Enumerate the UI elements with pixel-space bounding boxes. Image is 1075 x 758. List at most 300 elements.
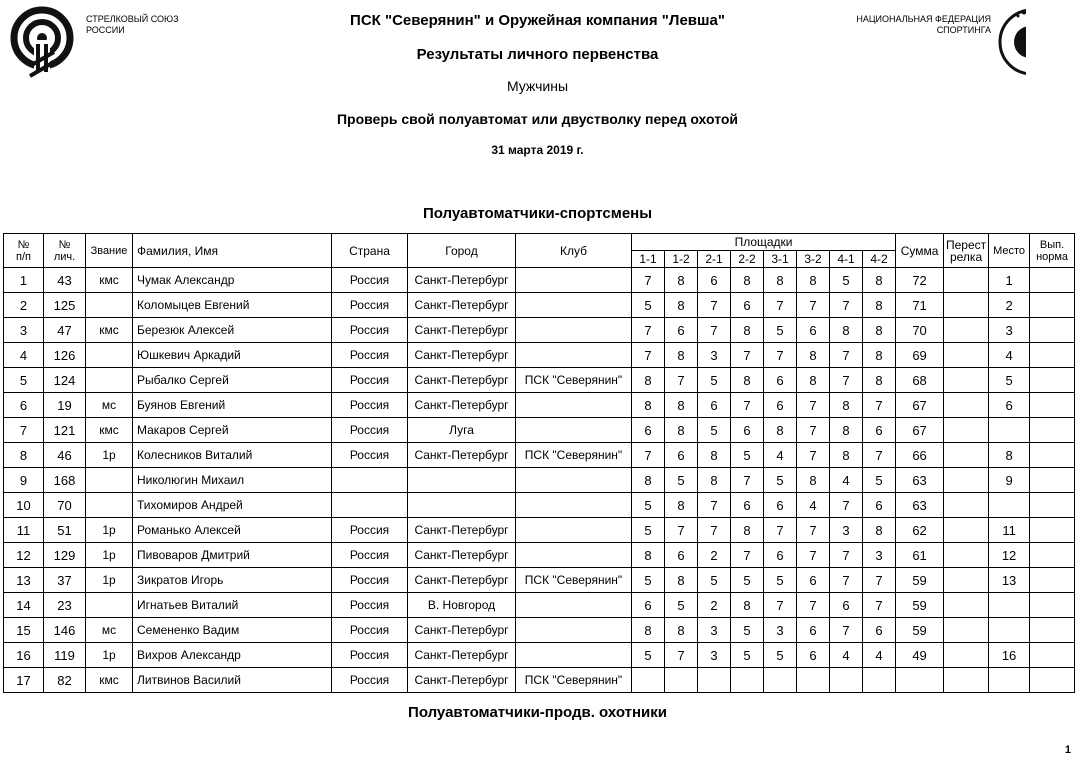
- cell-score: 5: [830, 268, 863, 293]
- cell-score: 4: [830, 643, 863, 668]
- cell-place: 13: [989, 568, 1030, 593]
- cell-rank: 1р: [86, 568, 133, 593]
- cell-name: Игнатьев Виталий: [133, 593, 332, 618]
- cell-sum: [896, 668, 944, 693]
- cell-score: 2: [698, 593, 731, 618]
- cell-shootoff: [944, 418, 989, 443]
- cell-score: 8: [863, 318, 896, 343]
- cell-lic: 119: [44, 643, 86, 668]
- cell-club: [516, 593, 632, 618]
- cell-score: 8: [665, 568, 698, 593]
- cell-city: В. Новгород: [408, 593, 516, 618]
- cell-rank: мс: [86, 393, 133, 418]
- cell-num: 13: [4, 568, 44, 593]
- section-title: Полуавтоматчики-продв. охотники: [408, 704, 667, 721]
- cell-rank: [86, 468, 133, 493]
- cell-score: 3: [830, 518, 863, 543]
- col-club-header: Клуб: [516, 234, 632, 268]
- cell-place: [989, 618, 1030, 643]
- cell-score: 6: [764, 393, 797, 418]
- cell-score: 7: [698, 293, 731, 318]
- cell-norm: [1030, 318, 1075, 343]
- page-title: ПСК "Северянин" и Оружейная компания "Левша": [350, 12, 725, 29]
- cell-score: 5: [764, 568, 797, 593]
- area-col-header: 3-1: [764, 251, 797, 268]
- cell-score: 6: [665, 318, 698, 343]
- table-row: [4, 468, 1075, 493]
- cell-place: [989, 668, 1030, 693]
- cell-num: 15: [4, 618, 44, 643]
- cell-norm: [1030, 643, 1075, 668]
- cell-score: 8: [731, 368, 764, 393]
- cell-norm: [1030, 543, 1075, 568]
- cell-score: 6: [863, 618, 896, 643]
- cell-score: 8: [764, 268, 797, 293]
- cell-country: Россия: [332, 293, 408, 318]
- cell-score: 8: [665, 268, 698, 293]
- cell-club: [516, 418, 632, 443]
- cell-score: 6: [665, 443, 698, 468]
- cell-city: [408, 493, 516, 518]
- cell-shootoff: [944, 593, 989, 618]
- table-row: [4, 368, 1075, 393]
- col-shootoff-header: Перест релка: [944, 234, 989, 268]
- cell-sum: 59: [896, 618, 944, 643]
- cell-score: 3: [698, 343, 731, 368]
- cell-score: 7: [731, 468, 764, 493]
- cell-city: Санкт-Петербург: [408, 668, 516, 693]
- cell-score: 7: [797, 543, 830, 568]
- table-row: [4, 343, 1075, 368]
- cell-score: 6: [764, 493, 797, 518]
- cell-country: Россия: [332, 418, 408, 443]
- table-row: [4, 618, 1075, 643]
- cell-score: 7: [830, 568, 863, 593]
- cell-country: [332, 493, 408, 518]
- cell-lic: 129: [44, 543, 86, 568]
- cell-score: [830, 668, 863, 693]
- cell-score: 6: [830, 593, 863, 618]
- cell-sum: 68: [896, 368, 944, 393]
- cell-norm: [1030, 518, 1075, 543]
- cell-city: Санкт-Петербург: [408, 368, 516, 393]
- cell-city: Санкт-Петербург: [408, 543, 516, 568]
- cell-place: 8: [989, 443, 1030, 468]
- cell-sum: 70: [896, 318, 944, 343]
- cell-score: 8: [830, 393, 863, 418]
- cell-norm: [1030, 668, 1075, 693]
- table-row: [4, 543, 1075, 568]
- cell-club: ПСК "Северянин": [516, 568, 632, 593]
- cell-norm: [1030, 393, 1075, 418]
- cell-score: 3: [698, 643, 731, 668]
- cell-club: [516, 618, 632, 643]
- cell-score: 6: [731, 293, 764, 318]
- cell-shootoff: [944, 543, 989, 568]
- cell-score: 8: [665, 393, 698, 418]
- cell-sum: 67: [896, 393, 944, 418]
- cell-num: 2: [4, 293, 44, 318]
- cell-score: 6: [731, 493, 764, 518]
- col-country-header: Страна: [332, 234, 408, 268]
- table-row: [4, 643, 1075, 668]
- cell-place: 4: [989, 343, 1030, 368]
- cell-score: 5: [632, 293, 665, 318]
- cell-score: 8: [632, 368, 665, 393]
- cell-score: 8: [797, 268, 830, 293]
- cell-score: 5: [632, 493, 665, 518]
- cell-shootoff: [944, 343, 989, 368]
- cell-lic: 82: [44, 668, 86, 693]
- cell-shootoff: [944, 293, 989, 318]
- cell-score: 8: [863, 268, 896, 293]
- event-name: Проверь свой полуавтомат или двустволку перед охотой: [336, 111, 739, 127]
- cell-score: 7: [830, 493, 863, 518]
- table-row: [4, 668, 1075, 693]
- cell-score: 7: [698, 493, 731, 518]
- cell-sum: 69: [896, 343, 944, 368]
- cell-score: 8: [632, 618, 665, 643]
- cell-score: 7: [830, 543, 863, 568]
- cell-score: 7: [797, 593, 830, 618]
- cell-place: [989, 418, 1030, 443]
- cell-num: 6: [4, 393, 44, 418]
- cell-score: [863, 668, 896, 693]
- table-row: [4, 418, 1075, 443]
- cell-num: 14: [4, 593, 44, 618]
- cell-club: [516, 293, 632, 318]
- cell-score: 6: [797, 568, 830, 593]
- cell-city: [408, 468, 516, 493]
- cell-norm: [1030, 293, 1075, 318]
- cell-club: [516, 493, 632, 518]
- cell-score: 5: [665, 468, 698, 493]
- cell-score: 8: [731, 518, 764, 543]
- col-rank-header: Звание: [86, 234, 133, 268]
- cell-shootoff: [944, 668, 989, 693]
- cell-club: [516, 468, 632, 493]
- cell-club: [516, 318, 632, 343]
- table-row: [4, 393, 1075, 418]
- cell-place: 3: [989, 318, 1030, 343]
- cell-country: Россия: [332, 368, 408, 393]
- cell-place: 5: [989, 368, 1030, 393]
- cell-name: Юшкевич Аркадий: [133, 343, 332, 368]
- cell-score: 8: [698, 468, 731, 493]
- cell-score: 7: [764, 518, 797, 543]
- cell-score: 5: [731, 443, 764, 468]
- cell-shootoff: [944, 518, 989, 543]
- cell-country: Россия: [332, 443, 408, 468]
- cell-shootoff: [944, 393, 989, 418]
- cell-num: 16: [4, 643, 44, 668]
- cell-score: 6: [632, 593, 665, 618]
- cell-rank: [86, 368, 133, 393]
- cell-lic: 124: [44, 368, 86, 393]
- cell-city: Санкт-Петербург: [408, 568, 516, 593]
- cell-score: [764, 668, 797, 693]
- cell-city: Санкт-Петербург: [408, 443, 516, 468]
- col-norm-header: Вып. норма: [1030, 234, 1075, 268]
- table-row: [4, 593, 1075, 618]
- cell-name: Чумак Александр: [133, 268, 332, 293]
- table-row: [4, 293, 1075, 318]
- cell-score: 8: [863, 293, 896, 318]
- cell-score: 7: [830, 368, 863, 393]
- cell-score: 8: [830, 318, 863, 343]
- cell-name: Пивоваров Дмитрий: [133, 543, 332, 568]
- cell-score: 2: [698, 543, 731, 568]
- cell-city: Санкт-Петербург: [408, 293, 516, 318]
- cell-place: 1: [989, 268, 1030, 293]
- col-sum-header: Сумма: [896, 234, 944, 268]
- cell-shootoff: [944, 493, 989, 518]
- cell-score: 8: [665, 493, 698, 518]
- cell-score: 7: [863, 568, 896, 593]
- cell-score: 5: [698, 368, 731, 393]
- cell-club: [516, 518, 632, 543]
- cell-place: 16: [989, 643, 1030, 668]
- cell-score: 5: [731, 643, 764, 668]
- cell-club: [516, 268, 632, 293]
- cell-country: Россия: [332, 518, 408, 543]
- cell-shootoff: [944, 268, 989, 293]
- cell-norm: [1030, 343, 1075, 368]
- cell-norm: [1030, 568, 1075, 593]
- cell-score: 6: [665, 543, 698, 568]
- cell-score: 5: [632, 643, 665, 668]
- cell-shootoff: [944, 568, 989, 593]
- cell-city: Санкт-Петербург: [408, 618, 516, 643]
- cell-sum: 63: [896, 468, 944, 493]
- cell-score: 8: [731, 268, 764, 293]
- cell-num: 4: [4, 343, 44, 368]
- cell-score: 7: [797, 443, 830, 468]
- cell-score: 6: [797, 318, 830, 343]
- cell-country: Россия: [332, 668, 408, 693]
- cell-num: 12: [4, 543, 44, 568]
- cell-score: 6: [764, 543, 797, 568]
- cell-score: 8: [764, 418, 797, 443]
- cell-score: 7: [764, 343, 797, 368]
- cell-score: 7: [830, 343, 863, 368]
- cell-sum: 63: [896, 493, 944, 518]
- cell-country: [332, 468, 408, 493]
- cell-score: 8: [665, 618, 698, 643]
- cell-score: 7: [797, 418, 830, 443]
- cell-lic: 47: [44, 318, 86, 343]
- cell-score: 7: [665, 368, 698, 393]
- cell-num: 8: [4, 443, 44, 468]
- cell-score: 8: [632, 543, 665, 568]
- cell-city: Санкт-Петербург: [408, 643, 516, 668]
- cell-score: 5: [863, 468, 896, 493]
- cell-lic: 168: [44, 468, 86, 493]
- cell-score: 4: [764, 443, 797, 468]
- cell-score: 7: [731, 343, 764, 368]
- area-col-header: 4-2: [863, 251, 896, 268]
- cell-name: Вихров Александр: [133, 643, 332, 668]
- cell-score: 3: [698, 618, 731, 643]
- cell-score: 7: [731, 393, 764, 418]
- cell-sum: 59: [896, 568, 944, 593]
- cell-sum: 49: [896, 643, 944, 668]
- cell-sum: 66: [896, 443, 944, 468]
- cell-shootoff: [944, 318, 989, 343]
- cell-score: 4: [830, 468, 863, 493]
- cell-score: 5: [731, 568, 764, 593]
- cell-city: Санкт-Петербург: [408, 268, 516, 293]
- cell-score: 5: [698, 568, 731, 593]
- cell-lic: 125: [44, 293, 86, 318]
- cell-sum: 71: [896, 293, 944, 318]
- cell-lic: 46: [44, 443, 86, 468]
- cell-name: Романько Алексей: [133, 518, 332, 543]
- area-col-header: 1-2: [665, 251, 698, 268]
- cell-score: 3: [863, 543, 896, 568]
- cell-sum: 59: [896, 593, 944, 618]
- cell-score: 7: [863, 393, 896, 418]
- cell-rank: кмс: [86, 268, 133, 293]
- table-row: [4, 268, 1075, 293]
- cell-score: 7: [632, 268, 665, 293]
- cell-rank: 1р: [86, 543, 133, 568]
- table-row: [4, 518, 1075, 543]
- cell-rank: кмс: [86, 318, 133, 343]
- cell-shootoff: [944, 618, 989, 643]
- cell-score: 5: [698, 418, 731, 443]
- cell-score: 4: [863, 643, 896, 668]
- cell-num: 9: [4, 468, 44, 493]
- cell-rank: 1р: [86, 443, 133, 468]
- cell-norm: [1030, 443, 1075, 468]
- cell-norm: [1030, 468, 1075, 493]
- cell-score: 7: [863, 443, 896, 468]
- cell-shootoff: [944, 368, 989, 393]
- cell-num: 1: [4, 268, 44, 293]
- cell-score: 7: [863, 593, 896, 618]
- cell-country: Россия: [332, 543, 408, 568]
- cell-club: ПСК "Северянин": [516, 368, 632, 393]
- cell-shootoff: [944, 643, 989, 668]
- col-num-header: № п/п: [4, 234, 44, 268]
- cell-club: ПСК "Северянин": [516, 443, 632, 468]
- cell-rank: [86, 493, 133, 518]
- cell-place: 2: [989, 293, 1030, 318]
- cell-score: 7: [764, 293, 797, 318]
- cell-score: 5: [731, 618, 764, 643]
- cell-score: 8: [698, 443, 731, 468]
- cell-lic: 43: [44, 268, 86, 293]
- cell-rank: кмс: [86, 668, 133, 693]
- org-left-line: РОССИИ: [86, 25, 125, 35]
- cell-city: Санкт-Петербург: [408, 343, 516, 368]
- event-date: 31 марта 2019 г.: [491, 143, 584, 157]
- org-right-line: СПОРТИНГА: [936, 25, 991, 35]
- cell-score: 5: [632, 518, 665, 543]
- col-name-header: Фамилия, Имя: [133, 234, 332, 268]
- area-col-header: 3-2: [797, 251, 830, 268]
- cell-score: 5: [764, 318, 797, 343]
- cell-country: Россия: [332, 318, 408, 343]
- category-label: Мужчины: [506, 78, 569, 94]
- cell-sum: 61: [896, 543, 944, 568]
- cell-shootoff: [944, 443, 989, 468]
- cell-place: 12: [989, 543, 1030, 568]
- cell-score: 7: [632, 443, 665, 468]
- cell-club: [516, 543, 632, 568]
- area-col-header: 1-1: [632, 251, 665, 268]
- cell-name: Макаров Сергей: [133, 418, 332, 443]
- cell-score: 6: [632, 418, 665, 443]
- cell-score: 7: [797, 518, 830, 543]
- col-city-header: Город: [408, 234, 516, 268]
- table-row: [4, 318, 1075, 343]
- cell-score: 8: [863, 368, 896, 393]
- cell-place: 6: [989, 393, 1030, 418]
- cell-rank: [86, 593, 133, 618]
- cell-score: 8: [665, 418, 698, 443]
- cell-score: [665, 668, 698, 693]
- section-title: Полуавтоматчики-спортсмены: [422, 205, 653, 222]
- cell-city: Луга: [408, 418, 516, 443]
- cell-name: Семененко Вадим: [133, 618, 332, 643]
- cell-score: 6: [731, 418, 764, 443]
- cell-city: Санкт-Петербург: [408, 393, 516, 418]
- cell-score: 8: [863, 343, 896, 368]
- cell-rank: [86, 293, 133, 318]
- area-col-header: 2-2: [731, 251, 764, 268]
- cell-score: 8: [665, 343, 698, 368]
- cell-country: Россия: [332, 268, 408, 293]
- cell-num: 5: [4, 368, 44, 393]
- cell-rank: мс: [86, 618, 133, 643]
- cell-score: 6: [797, 618, 830, 643]
- cell-score: 8: [632, 468, 665, 493]
- cell-num: 17: [4, 668, 44, 693]
- cell-rank: 1р: [86, 518, 133, 543]
- cell-score: 8: [665, 293, 698, 318]
- cell-name: Литвинов Василий: [133, 668, 332, 693]
- cell-score: 7: [764, 593, 797, 618]
- cell-score: 5: [764, 468, 797, 493]
- org-right-line: НАЦИОНАЛЬНАЯ ФЕДЕРАЦИЯ: [856, 14, 991, 24]
- cell-norm: [1030, 493, 1075, 518]
- cell-score: 5: [665, 593, 698, 618]
- cell-lic: 121: [44, 418, 86, 443]
- cell-sum: 62: [896, 518, 944, 543]
- cell-rank: 1р: [86, 643, 133, 668]
- area-col-header: 2-1: [698, 251, 731, 268]
- cell-lic: 19: [44, 393, 86, 418]
- cell-score: 7: [797, 393, 830, 418]
- cell-num: 3: [4, 318, 44, 343]
- cell-score: 8: [731, 318, 764, 343]
- cell-score: [731, 668, 764, 693]
- cell-name: Колесников Виталий: [133, 443, 332, 468]
- area-col-header: 4-1: [830, 251, 863, 268]
- cell-score: 5: [632, 568, 665, 593]
- cell-norm: [1030, 593, 1075, 618]
- page-subtitle: Результаты личного первенства: [416, 46, 659, 63]
- cell-score: 7: [797, 293, 830, 318]
- cell-norm: [1030, 368, 1075, 393]
- cell-score: 7: [665, 643, 698, 668]
- cell-score: [797, 668, 830, 693]
- cell-name: Тихомиров Андрей: [133, 493, 332, 518]
- cell-lic: 23: [44, 593, 86, 618]
- cell-score: 6: [797, 643, 830, 668]
